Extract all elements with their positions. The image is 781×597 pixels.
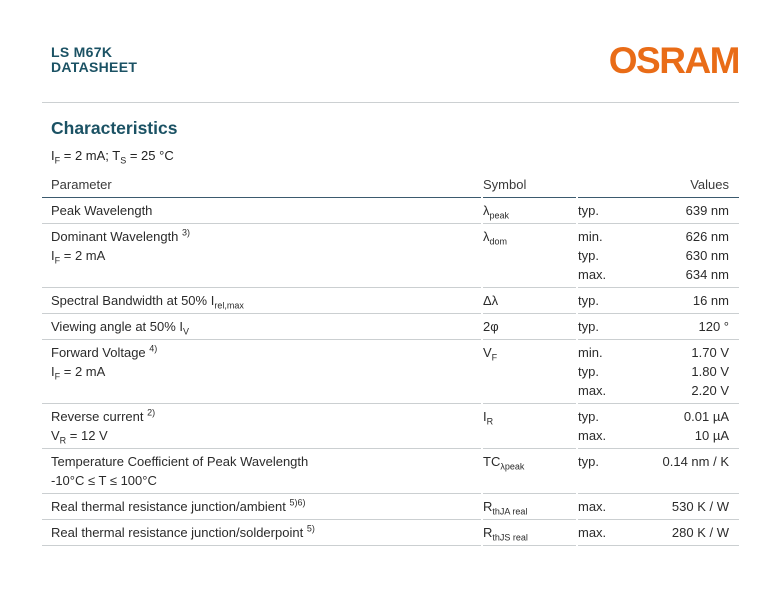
symbol-cell bbox=[483, 314, 576, 340]
symbol-cell bbox=[483, 340, 576, 404]
subscript-text: thJS real bbox=[492, 532, 528, 543]
page-content bbox=[42, 0, 739, 546]
symbol-cell bbox=[483, 449, 576, 494]
value-line bbox=[578, 426, 729, 445]
parameter-line bbox=[51, 523, 481, 542]
qualifier-label: typ. bbox=[578, 203, 599, 218]
subscript-text: thJA real bbox=[492, 506, 528, 517]
value-text: 16 nm bbox=[692, 293, 729, 308]
symbol-cell bbox=[483, 404, 576, 449]
value-text: 1.80 V bbox=[691, 364, 729, 379]
text-segment: λ bbox=[483, 229, 490, 244]
values-cell bbox=[578, 198, 739, 224]
values-cell bbox=[578, 340, 739, 404]
value-line bbox=[578, 497, 729, 516]
parameter-cell bbox=[42, 520, 481, 546]
subscript-text: rel,max bbox=[214, 300, 244, 311]
parameter-cell bbox=[42, 314, 481, 340]
parameter-line bbox=[51, 407, 481, 426]
symbol-cell bbox=[483, 288, 576, 314]
value-line bbox=[578, 201, 729, 220]
column-header-symbol: Symbol bbox=[483, 172, 576, 198]
value-text: 630 nm bbox=[685, 248, 729, 263]
table-row bbox=[42, 314, 739, 340]
subscript-text: R bbox=[59, 435, 67, 446]
symbol-cell bbox=[483, 198, 576, 224]
text-segment: 2φ bbox=[483, 319, 499, 334]
values-cell bbox=[578, 288, 739, 314]
parameter-line bbox=[51, 362, 481, 381]
value-text: 626 nm bbox=[685, 229, 729, 244]
value-line bbox=[578, 452, 729, 471]
value-text: 2.20 V bbox=[691, 383, 729, 398]
parameter-line bbox=[51, 317, 481, 336]
value-line bbox=[578, 381, 729, 400]
qualifier-label: max. bbox=[578, 499, 607, 514]
text-segment: Temperature Coefficient of Peak Wavelength bbox=[51, 454, 309, 469]
text-segment: = 12 V bbox=[66, 428, 108, 443]
symbol-cell bbox=[483, 520, 576, 546]
table-row bbox=[42, 520, 739, 546]
qualifier-label: typ. bbox=[578, 454, 599, 469]
qualifier-label: typ. bbox=[578, 409, 599, 424]
subscript-text: dom bbox=[489, 236, 508, 247]
subscript-text: λpeak bbox=[500, 461, 525, 472]
parameter-line bbox=[51, 471, 481, 490]
parameter-line bbox=[51, 343, 481, 362]
text-segment: Δλ bbox=[483, 293, 499, 308]
value-line bbox=[578, 407, 729, 426]
table-row bbox=[42, 198, 739, 224]
qualifier-label: typ. bbox=[578, 248, 599, 263]
qualifier-label: min. bbox=[578, 229, 603, 244]
values-cell bbox=[578, 314, 739, 340]
subscript-text: V bbox=[183, 326, 190, 337]
text-segment: V bbox=[51, 428, 60, 443]
qualifier-label: max. bbox=[578, 525, 607, 540]
subscript-text: peak bbox=[489, 210, 510, 221]
value-line bbox=[578, 246, 729, 265]
text-segment: I bbox=[483, 409, 487, 424]
value-line bbox=[578, 227, 729, 246]
product-name: LS M67K bbox=[51, 44, 113, 60]
value-text: 0.14 nm / K bbox=[662, 454, 729, 469]
subscript-text: F bbox=[54, 371, 61, 382]
test-conditions bbox=[51, 146, 739, 165]
values-cell bbox=[578, 449, 739, 494]
text-segment: Viewing angle at 50% I bbox=[51, 319, 184, 334]
value-line bbox=[578, 291, 729, 310]
text-segment: λ bbox=[483, 203, 490, 218]
qualifier-label: min. bbox=[578, 345, 603, 360]
footnote-marker: 2) bbox=[147, 407, 156, 418]
parameter-cell bbox=[42, 404, 481, 449]
document-type: DATASHEET bbox=[51, 59, 138, 75]
text-segment: Dominant Wavelength bbox=[51, 229, 183, 244]
text-segment: R bbox=[483, 525, 493, 540]
text-segment: V bbox=[483, 345, 492, 360]
footnote-marker: 3) bbox=[182, 227, 191, 238]
footnote-marker: 5)6) bbox=[289, 497, 306, 508]
text-segment: TC bbox=[483, 454, 501, 469]
value-line bbox=[578, 317, 729, 336]
value-text: 280 K / W bbox=[671, 525, 729, 540]
parameter-cell bbox=[42, 340, 481, 404]
table-header-row bbox=[42, 172, 739, 198]
parameter-line bbox=[51, 201, 481, 220]
column-header-parameter: Parameter bbox=[42, 172, 481, 198]
text-segment: I bbox=[51, 364, 55, 379]
subscript-text: F bbox=[54, 155, 61, 166]
values-cell bbox=[578, 494, 739, 520]
values-cell bbox=[578, 224, 739, 288]
qualifier-label: typ. bbox=[578, 319, 599, 334]
text-segment: R bbox=[483, 499, 493, 514]
text-segment: = 2 mA bbox=[60, 364, 106, 379]
value-line bbox=[578, 343, 729, 362]
characteristics-table bbox=[42, 172, 739, 546]
section-title: Characteristics bbox=[51, 118, 178, 138]
table-row bbox=[42, 404, 739, 449]
subscript-text: S bbox=[120, 155, 127, 166]
footnote-marker: 5) bbox=[306, 523, 315, 534]
text-segment: -10°C ≤ T ≤ 100°C bbox=[51, 473, 157, 488]
values-cell bbox=[578, 404, 739, 449]
table-row bbox=[42, 494, 739, 520]
text-segment: I bbox=[51, 248, 55, 263]
qualifier-label: max. bbox=[578, 267, 607, 282]
value-line bbox=[578, 362, 729, 381]
parameter-line bbox=[51, 291, 481, 310]
parameter-cell bbox=[42, 449, 481, 494]
column-header-values: Values bbox=[578, 172, 739, 198]
symbol-cell bbox=[483, 224, 576, 288]
osram-logo: OSRAM bbox=[608, 40, 739, 81]
header-divider bbox=[42, 102, 739, 103]
value-text: 634 nm bbox=[685, 267, 729, 282]
value-text: 0.01 µA bbox=[683, 409, 729, 424]
qualifier-label: typ. bbox=[578, 364, 599, 379]
text-segment: = 2 mA; T bbox=[60, 148, 121, 163]
text-segment: I bbox=[51, 148, 55, 163]
subscript-text: R bbox=[486, 416, 494, 427]
table-row bbox=[42, 340, 739, 404]
value-text: 10 µA bbox=[694, 428, 729, 443]
text-segment: = 25 °C bbox=[126, 148, 174, 163]
parameter-cell bbox=[42, 494, 481, 520]
value-text: 120 ° bbox=[698, 319, 729, 334]
table-body bbox=[42, 198, 739, 546]
parameter-cell bbox=[42, 224, 481, 288]
text-segment: = 2 mA bbox=[60, 248, 106, 263]
parameter-line bbox=[51, 497, 481, 516]
footnote-marker: 4) bbox=[149, 343, 158, 354]
product-title-block bbox=[42, 45, 137, 75]
parameter-cell bbox=[42, 198, 481, 224]
symbol-cell bbox=[483, 494, 576, 520]
document-header bbox=[42, 0, 739, 81]
table-row bbox=[42, 224, 739, 288]
values-cell bbox=[578, 520, 739, 546]
text-segment: Peak Wavelength bbox=[51, 203, 153, 218]
qualifier-label: max. bbox=[578, 383, 607, 398]
parameter-cell bbox=[42, 288, 481, 314]
value-text: 1.70 V bbox=[691, 345, 729, 360]
subscript-text: F bbox=[491, 352, 498, 363]
value-text: 639 nm bbox=[685, 203, 729, 218]
text-segment: Real thermal resistance junction/ambient bbox=[51, 499, 290, 514]
parameter-line bbox=[51, 227, 481, 246]
subscript-text: F bbox=[54, 255, 61, 266]
value-line bbox=[578, 265, 729, 284]
table-row bbox=[42, 288, 739, 314]
text-segment: Forward Voltage bbox=[51, 345, 150, 360]
text-segment: Real thermal resistance junction/solderpoint bbox=[51, 525, 307, 540]
parameter-line bbox=[51, 246, 481, 265]
qualifier-label: max. bbox=[578, 428, 607, 443]
value-text: 530 K / W bbox=[671, 499, 729, 514]
text-segment: Reverse current bbox=[51, 409, 148, 424]
value-line bbox=[578, 523, 729, 542]
text-segment: Spectral Bandwidth at 50% I bbox=[51, 293, 215, 308]
parameter-line bbox=[51, 426, 481, 445]
parameter-line bbox=[51, 452, 481, 471]
qualifier-label: typ. bbox=[578, 293, 599, 308]
table-row bbox=[42, 449, 739, 494]
